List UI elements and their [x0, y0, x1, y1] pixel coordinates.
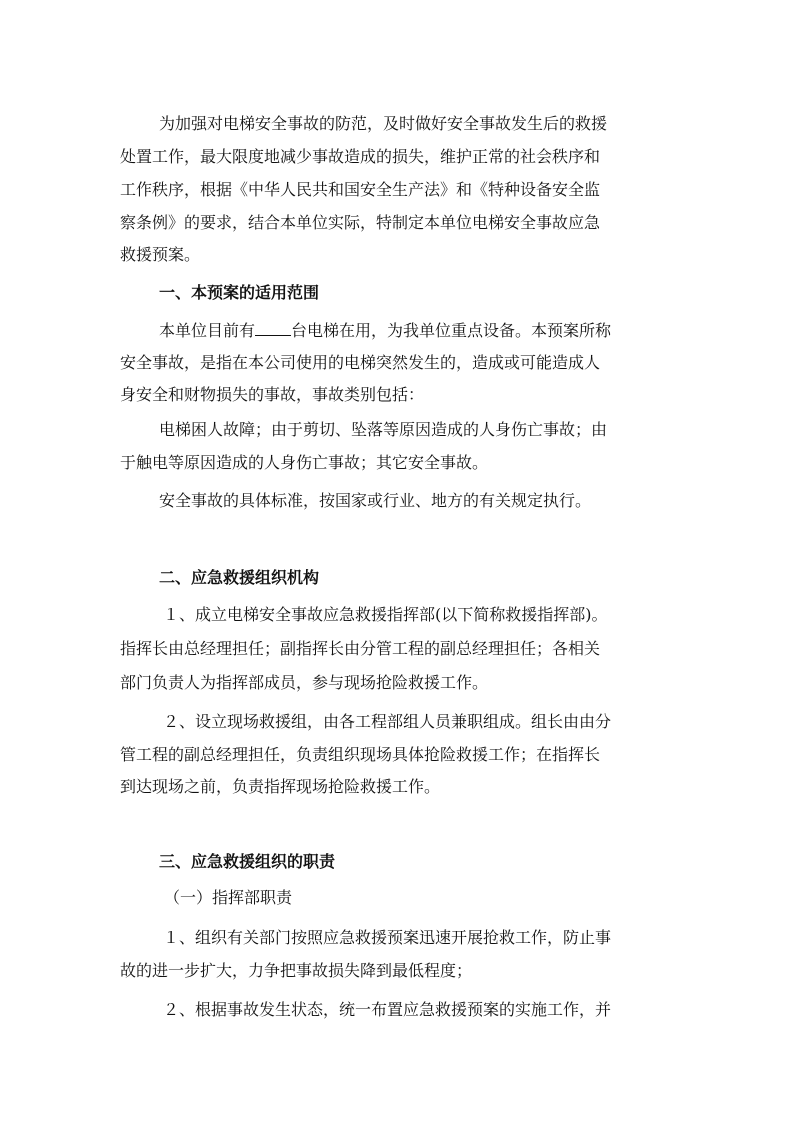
section-2-item-1-line: 部门负责人为指挥部成员，参与现场抢险救援工作。: [120, 673, 489, 692]
section-2-heading: 二、应急救援组织机构: [159, 568, 320, 587]
intro-line: 处置工作，最大限度地减少事故造成的损失，维护正常的社会秩序和: [120, 147, 601, 166]
section-3-item-1-line: 故的进一步扩大，力争把事故损失降到最低程度；: [120, 961, 473, 980]
intro-line: 察条例》的要求，结合本单位实际，特制定本单位电梯安全事故应急: [120, 213, 601, 232]
section-3-subheading: （一）指挥部职责: [164, 888, 293, 907]
section-1-p3: 安全事故的具体标准，按国家或行业、地方的有关规定执行。: [159, 491, 592, 510]
section-2-item-1-line: 指挥长由总经理担任；副指挥长由分管工程的副总经理担任；各相关: [120, 639, 601, 658]
section-3-heading: 三、应急救援组织的职责: [159, 852, 336, 871]
section-3-item-1-line: １、组织有关部门按照应急救援预案迅速开展抢救工作，防止事: [163, 928, 612, 947]
section-1-p1-line: 安全事故，是指在本公司使用的电梯突然发生的，造成或可能造成人: [120, 353, 601, 372]
p1-text-after-blank: 台电梯在用，为我单位重点设备。本预案所称: [291, 321, 612, 340]
p1-text-before-blank: 本单位目前有: [159, 321, 256, 340]
intro-line: 为加强对电梯安全事故的防范，及时做好安全事故发生后的救援: [159, 114, 608, 133]
section-1-p1-line: 身安全和财物损失的事故，事故类别包括：: [120, 385, 425, 404]
section-2-item-1-line: １、成立电梯安全事故应急救援指挥部(以下简称救援指挥部)。: [163, 605, 608, 624]
section-1-p2-line: 电梯困人故障；由于剪切、坠落等原因造成的人身伤亡事故；由: [159, 420, 608, 439]
intro-line: 工作秩序，根据《中华人民共和国安全生产法》和《特种设备安全监: [120, 180, 601, 199]
section-1-heading: 一、本预案的适用范围: [159, 283, 320, 302]
section-2-item-2-line: 管工程的副总经理担任，负责组织现场具体抢险救援工作；在指挥长: [120, 745, 601, 764]
section-2-item-2-line: ２、设立现场救援组，由各工程部组人员兼职组成。组长由由分: [163, 712, 612, 731]
section-3-item-2-line: ２、根据事故发生状态，统一布置应急救援预案的实施工作，并: [163, 1000, 612, 1019]
section-1-p1-line: [159, 321, 611, 341]
intro-line: 救援预案。: [120, 245, 201, 264]
fill-in-blank: [255, 321, 291, 336]
section-2-item-2-line: 到达现场之前，负责指挥现场抢险救援工作。: [120, 777, 441, 796]
section-1-p2-line: 于触电等原因造成的人身伤亡事故；其它安全事故。: [120, 453, 489, 472]
